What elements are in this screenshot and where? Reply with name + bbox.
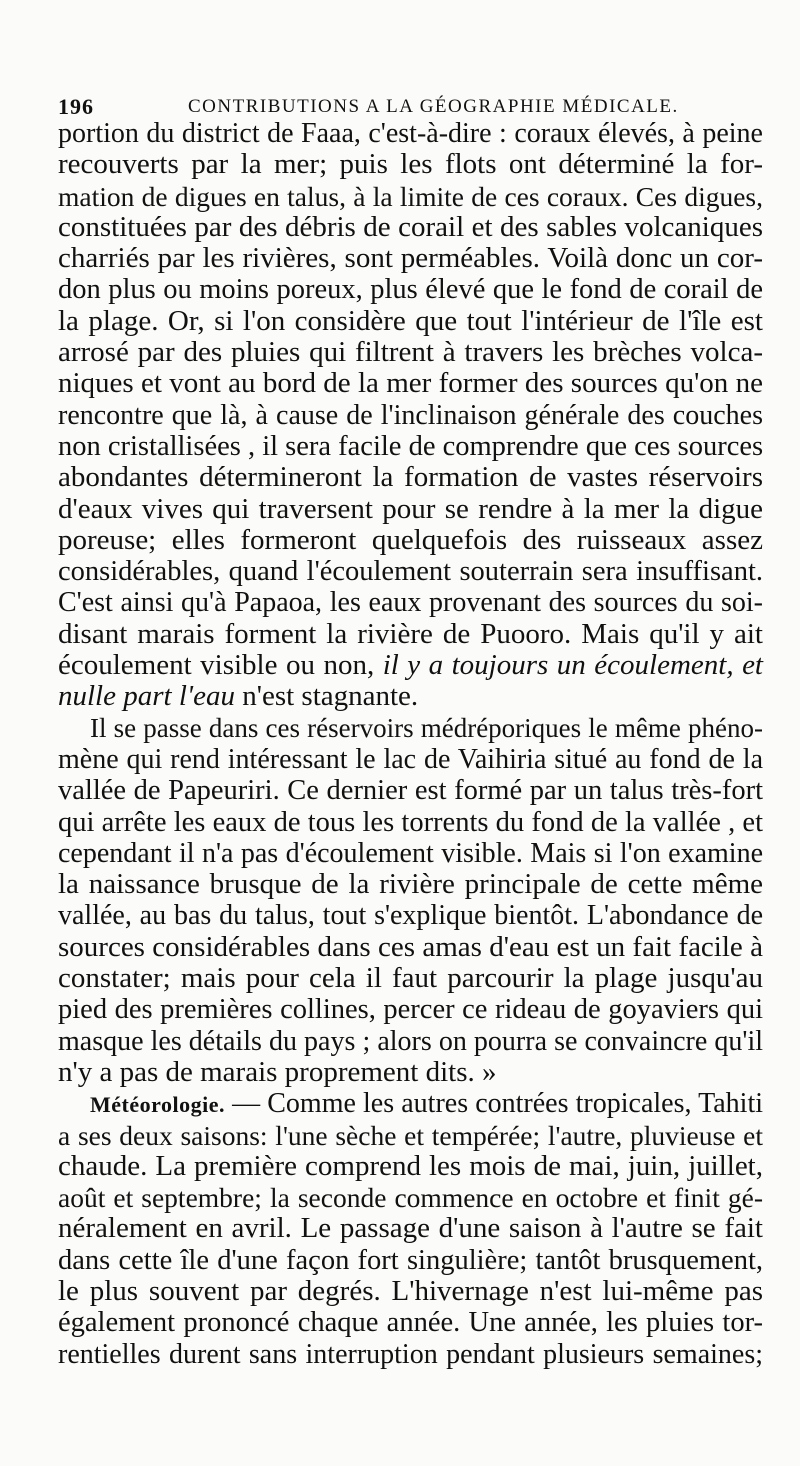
italic-phrase: il y a toujours un écoulement,	[382, 649, 734, 682]
text-line: néralement en avril. Le passage d'une saison à l'autre se fait	[58, 1212, 763, 1245]
italic-conjunction: et	[742, 649, 763, 682]
text-line: sources considérables dans ces amas d'eau est un fait facile à	[58, 930, 763, 963]
text-line: chaude. La première comprend les mois de mai, juin, juillet,	[58, 1149, 763, 1182]
text-line: n'y a pas de marais proprement dits. »	[58, 1055, 497, 1088]
text-line: a ses deux saisons: l'une sèche et tempérée; l'autre, pluvieuse et	[58, 1119, 763, 1151]
text-line: constituées par des débris de corail et des sables volcaniques	[58, 210, 763, 243]
text-line: recouverts par la mer; puis les flots ont déterminé la for-	[58, 148, 763, 181]
text-line: portion du district de Faaa, c'est-à-dire : coraux élevés, à peine	[58, 118, 763, 149]
text-line	[58, 650, 763, 681]
em-dash: —	[232, 1088, 261, 1120]
text-line: non cristallisées , il sera facile de comprendre que ces sources	[58, 430, 764, 462]
text-line	[58, 1088, 763, 1119]
text-line: vallée, au bas du talus, tout s'explique bientôt. L'abondance de	[58, 900, 763, 932]
text-line: poreuse; elles formeront quelquefois des ruisseaux assez	[58, 523, 763, 556]
text-line: qui arrête les eaux de tous les torrents du fond de la vallée , et	[58, 806, 763, 838]
text-line: pied des premières collines, percer ce rideau de goyaviers qui	[58, 994, 763, 1026]
text-line: également prononcé chaque année. Une année, les pluies tor-	[58, 1307, 763, 1339]
page-number: 196	[58, 94, 94, 119]
text-line: mène qui rend intéressant le lac de Vaihiria situé au fond de la	[58, 743, 763, 775]
text-segment: écoulement visible ou non,	[58, 649, 375, 682]
text-line: cependant il n'a pas d'écoulement visible. Mais si l'on examine	[58, 837, 763, 869]
text-line: don plus ou moins poreux, plus élevé que le fond de corail de	[58, 274, 763, 306]
text-line: constater; mais pour cela il faut parcourir la plage jusqu'au	[58, 962, 763, 995]
text-line: la naissance brusque de la rivière principale de cette même	[58, 868, 763, 901]
running-head: CONTRIBUTIONS A LA GÉOGRAPHIE MÉDICALE.	[188, 96, 679, 117]
text-line: la plage. Or, si l'on considère que tout l'intérieur de l'île est	[58, 304, 763, 337]
text-line: disant marais forment la rivière de Puooro. Mais qu'il y ait	[58, 617, 763, 650]
text-segment: Comme les autres contrées tropicales, Tahiti	[267, 1088, 764, 1120]
text-line	[58, 681, 763, 712]
text-line: d'eaux vives qui traversent pour se rendre à la mer la digue	[58, 492, 763, 525]
text-segment: n'est stagnante.	[242, 680, 419, 713]
text-line: considérables, quand l'écoulement souterrain sera insuffisant.	[58, 556, 763, 588]
text-line: Il se passe dans ces réservoirs médréporiques le même phéno-	[90, 712, 763, 743]
section-heading: Météorologie.	[90, 1092, 225, 1118]
text-line: dans cette île d'une façon fort singulière; tantôt brusquement,	[58, 1244, 763, 1276]
text-line: rencontre que là, à cause de l'inclinaison générale des couches	[58, 399, 763, 431]
text-line: C'est ainsi qu'à Papaoa, les eaux provenant des sources du soi-	[58, 587, 763, 619]
italic-phrase: nulle part l'eau	[58, 680, 235, 713]
text-line: niques et vont au bord de la mer former des sources qu'on ne	[58, 367, 763, 400]
text-line: masque les détails du pays ; alors on pourra se convaincre qu'il	[58, 1025, 763, 1057]
text-line: vallée de Papeuriri. Ce dernier est formé par un talus très-fort	[58, 775, 763, 807]
body-text	[58, 118, 763, 1370]
text-line: mation de digues en talus, à la limite de ces coraux. Ces digues,	[58, 180, 763, 212]
text-line: le plus souvent par degrés. L'hivernage n'est lui-même pas	[58, 1274, 763, 1307]
text-line: rentielles durent sans interruption pendant plusieurs semaines;	[58, 1338, 763, 1370]
text-line: arrosé par des pluies qui filtrent à travers les brèches volca-	[58, 336, 763, 369]
text-line: août et septembre; la seconde commence en octobre et finit gé-	[58, 1182, 763, 1214]
text-line: abondantes détermineront la formation de vastes réservoirs	[58, 461, 763, 494]
text-line: charriés par les rivières, sont perméables. Voilà donc un cor-	[58, 242, 763, 275]
